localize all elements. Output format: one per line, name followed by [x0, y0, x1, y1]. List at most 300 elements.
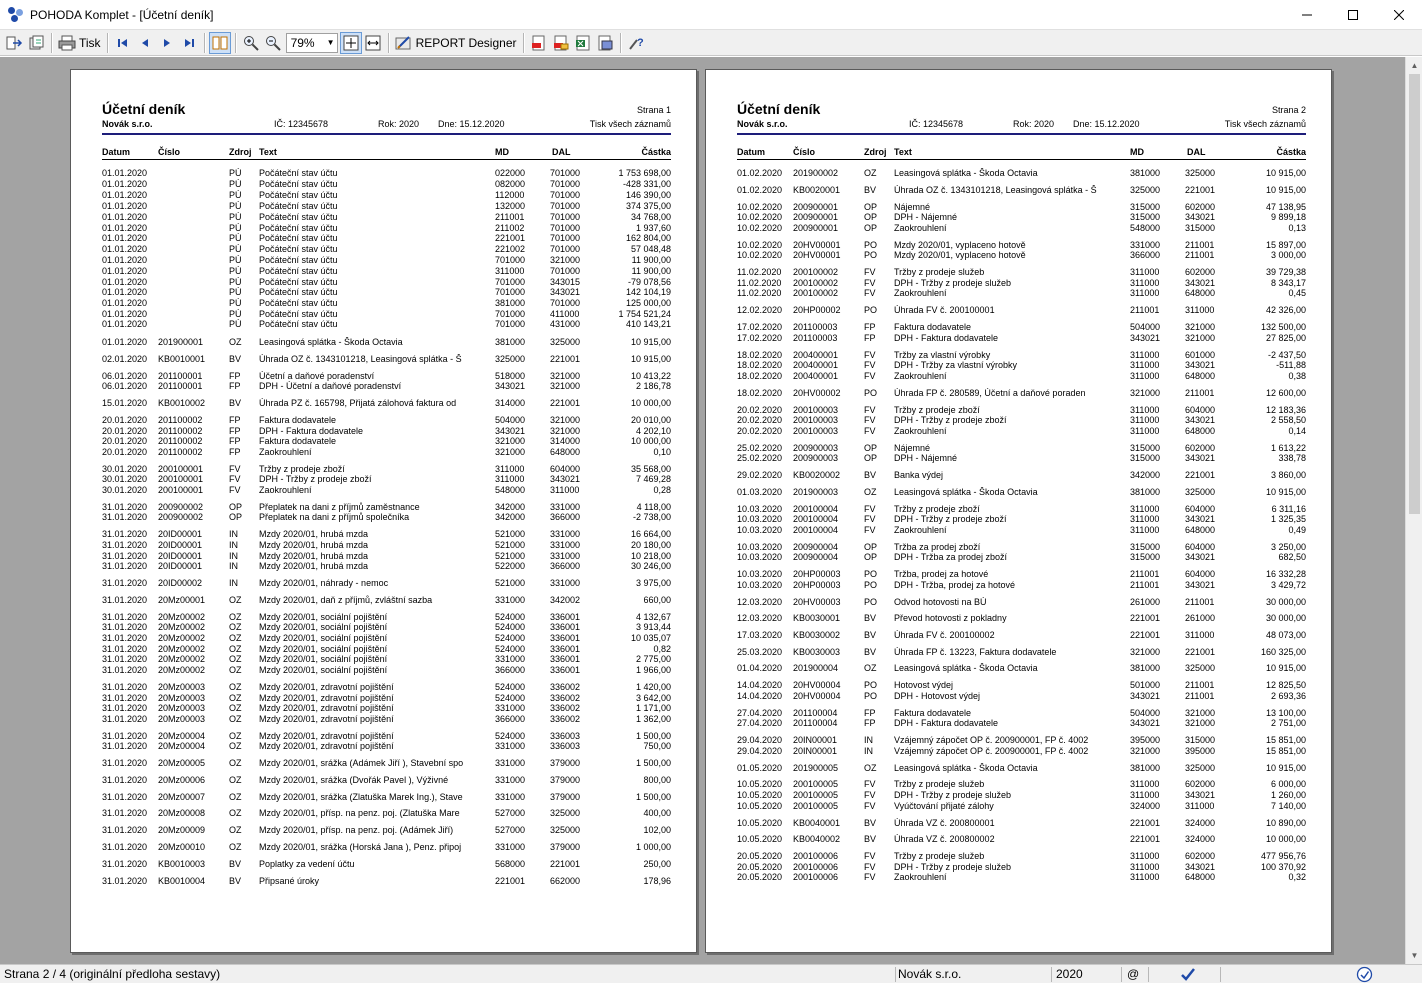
cell-date: 01.01.2020 [102, 223, 148, 233]
toolbar-separator [620, 33, 621, 53]
col-number: Číslo [158, 147, 181, 157]
cell-dal: 343021 [1185, 278, 1216, 288]
cell-text: Banka výdej [894, 470, 944, 480]
cell-text: Úhrada VZ č. 200800002 [894, 834, 995, 844]
last-page-button[interactable] [178, 32, 200, 54]
cell-md: 524000 [495, 622, 526, 632]
cell-amount: 100 370,92 [1260, 862, 1306, 872]
cell-date: 18.02.2020 [737, 371, 783, 381]
cell-text: DPH - Tržby za vlastní výrobky [894, 360, 1018, 370]
cell-amount: 3 975,00 [635, 578, 671, 588]
col-dal: DAL [552, 147, 571, 157]
cell-amount: 4 118,00 [636, 502, 671, 512]
cell-number: 200100005 [793, 790, 839, 800]
report-header-info [102, 119, 671, 133]
cell-date: 31.01.2020 [102, 551, 148, 561]
cell-date: 01.05.2020 [737, 763, 783, 773]
cell-source: FV [864, 278, 876, 288]
cell-source: BV [864, 185, 877, 195]
title-bar [0, 0, 1422, 30]
cell-dal: 314000 [550, 436, 581, 446]
cell-dal: 701000 [550, 168, 581, 178]
cell-amount: -428 331,00 [622, 179, 671, 189]
cell-date: 10.02.2020 [737, 212, 783, 222]
fit-width-button[interactable] [362, 32, 384, 54]
cell-md: 701000 [495, 287, 526, 297]
next-page-button[interactable] [156, 32, 178, 54]
cell-amount: 1 966,00 [635, 665, 671, 675]
cell-dal: 311000 [1185, 305, 1215, 315]
cell-source: PÚ [229, 287, 242, 297]
journal-row [102, 792, 671, 803]
cell-text: Úhrada OZ č. 1343101218, Leasingová splátka - Š [259, 354, 462, 364]
cell-text: Zaokrouhlení [894, 525, 947, 535]
cell-date: 01.01.2020 [102, 179, 148, 189]
cell-number: 20ID00002 [158, 578, 203, 588]
report-preview-area[interactable] [0, 57, 1422, 964]
journal-row [102, 474, 671, 485]
cell-number: KB0020002 [793, 470, 841, 480]
cell-md: 331000 [495, 775, 526, 785]
cell-source: FP [229, 436, 241, 446]
cell-source: OZ [864, 763, 877, 773]
cell-dal: 321000 [1185, 718, 1216, 728]
cell-text: Počáteční stav účtu [259, 255, 338, 265]
cell-number: 20ID00001 [158, 529, 203, 539]
cell-text: DPH - Hotovost výdej [894, 691, 981, 701]
cell-number: 200100001 [158, 464, 204, 474]
cell-dal: 325000 [1185, 168, 1216, 178]
cell-text: Nájemné [894, 202, 931, 212]
cell-md: 381000 [1130, 763, 1161, 773]
cell-dal: 379000 [550, 842, 581, 852]
cell-date: 31.01.2020 [102, 731, 148, 741]
journal-row [102, 665, 671, 676]
cell-dal: 336002 [550, 714, 581, 724]
toolbar-separator [51, 33, 52, 53]
cell-text: Mzdy 2020/01, vyplaceno hotově [894, 240, 1026, 250]
cell-amount: 13 100,00 [1265, 708, 1306, 718]
journal-row [102, 201, 671, 212]
cell-md: 311000 [1130, 350, 1160, 360]
journal-row [102, 808, 671, 819]
exit-preview-button[interactable] [3, 32, 25, 54]
cell-dal: 395000 [1185, 746, 1216, 756]
cell-number: 201100002 [158, 436, 203, 446]
cell-md: 331000 [495, 842, 526, 852]
journal-row [102, 319, 671, 330]
cell-amount: 3 642,00 [635, 693, 671, 703]
cell-date: 10.03.2020 [737, 504, 783, 514]
cell-source: IN [229, 578, 238, 588]
cell-date: 12.03.2020 [737, 613, 783, 623]
cell-number: 200100002 [793, 288, 839, 298]
cell-dal: 411000 [550, 309, 580, 319]
cell-source: PÚ [229, 266, 242, 276]
export-document-button[interactable] [594, 32, 616, 54]
cell-dal: 604000 [1185, 405, 1216, 415]
cell-md: 343021 [1130, 333, 1161, 343]
cell-source: PÚ [229, 244, 242, 254]
cell-date: 11.02.2020 [737, 278, 782, 288]
cell-dal: 336003 [550, 731, 581, 741]
print-button[interactable] [56, 32, 103, 54]
cell-text: DPH - Nájemné [894, 453, 958, 463]
cell-amount: 0,45 [1288, 288, 1306, 298]
cell-md: 325000 [1130, 185, 1161, 195]
cell-number: 200100002 [793, 267, 839, 277]
cell-source: PO [864, 240, 878, 250]
cell-source: FP [864, 718, 876, 728]
cell-number: 20Mz00002 [158, 612, 206, 622]
cell-md: 343021 [495, 381, 526, 391]
cell-md: 311000 [1130, 779, 1160, 789]
cell-amount: 10 915,00 [1265, 487, 1306, 497]
cell-md: 366000 [495, 714, 526, 724]
cell-date: 10.03.2020 [737, 569, 783, 579]
cell-date: 31.01.2020 [102, 540, 148, 550]
cell-date: 10.02.2020 [737, 223, 783, 233]
cell-md: 524000 [495, 693, 526, 703]
cell-number: 200900001 [793, 212, 839, 222]
journal-row [102, 775, 671, 786]
cell-dal: 331000 [550, 578, 581, 588]
cell-text: Leasingová splátka - Škoda Octavia [894, 487, 1038, 497]
cell-number: 200400001 [793, 371, 839, 381]
cell-number: 201100003 [793, 322, 838, 332]
cell-md: 321000 [495, 436, 526, 446]
cell-date: 15.01.2020 [102, 398, 148, 408]
cell-amount: 39 729,38 [1265, 267, 1306, 277]
cell-date: 30.01.2020 [102, 474, 148, 484]
scroll-down-icon[interactable]: ▼ [1410, 951, 1419, 960]
cell-source: FP [864, 708, 876, 718]
zoom-select[interactable] [286, 33, 338, 53]
cell-dal: 343021 [1185, 552, 1216, 562]
cell-text: Mzdy 2020/01, zdravotní pojištění [259, 731, 394, 741]
cell-md: 211001 [495, 212, 525, 222]
cell-source: OP [864, 443, 878, 453]
cell-text: Mzdy 2020/01, sociální pojištění [259, 665, 388, 675]
cell-text: Mzdy 2020/01, sociální pojištění [259, 633, 388, 643]
cell-source: FV [864, 790, 876, 800]
scrollbar-thumb[interactable] [1409, 74, 1420, 514]
cell-date: 01.01.2020 [102, 298, 148, 308]
journal-row [737, 613, 1306, 624]
cell-amount: 1 754 521,24 [618, 309, 671, 319]
cell-dal: 343021 [1185, 360, 1216, 370]
cell-amount: 0,49 [1288, 525, 1306, 535]
cell-number: 200900004 [793, 552, 839, 562]
col-date: Datum [737, 147, 766, 157]
cell-source: BV [864, 613, 877, 623]
cell-amount: 400,00 [643, 808, 671, 818]
cell-amount: 750,00 [643, 741, 671, 751]
report-scope: Tisk všech záznamů [589, 119, 671, 129]
cell-amount: 15 897,00 [1265, 240, 1306, 250]
cell-dal: 331000 [550, 540, 581, 550]
zoom-in-button[interactable] [240, 32, 262, 54]
export-pdf-mail-button[interactable] [550, 32, 572, 54]
cell-source: FV [229, 485, 241, 495]
cell-date: 18.02.2020 [737, 350, 783, 360]
cell-md: 311000 [1130, 790, 1160, 800]
cell-dal: 211001 [1185, 680, 1215, 690]
cell-date: 10.02.2020 [737, 202, 783, 212]
cell-number: 200100004 [793, 504, 839, 514]
cell-date: 01.03.2020 [737, 487, 783, 497]
export-pdf-button[interactable] [528, 32, 550, 54]
cell-amount: 42 326,00 [1265, 305, 1306, 315]
cell-dal: 331000 [550, 529, 581, 539]
cell-source: OP [864, 453, 878, 463]
cell-source: PO [864, 597, 878, 607]
cell-text: Zaokrouhlení [259, 485, 312, 495]
cell-text: DPH - Tržba, prodej za hotové [894, 580, 1016, 590]
export-excel-button[interactable] [572, 32, 594, 54]
cell-date: 10.02.2020 [737, 250, 783, 260]
cell-number: 20ID00001 [158, 540, 203, 550]
cell-text: Tržba, prodej za hotové [894, 569, 989, 579]
cell-md: 211002 [495, 223, 525, 233]
journal-row [737, 487, 1306, 498]
scroll-up-icon[interactable]: ▲ [1410, 61, 1419, 70]
cell-dal: 321000 [550, 371, 581, 381]
cell-amount: 6 311,16 [1271, 504, 1306, 514]
cell-dal: 261000 [1185, 613, 1216, 623]
cell-source: PÚ [229, 179, 242, 189]
cell-text: Faktura dodavatele [894, 708, 972, 718]
cell-text: DPH - Tržby z prodeje služeb [894, 862, 1012, 872]
status-bar [0, 964, 1422, 983]
journal-row [737, 388, 1306, 399]
cell-source: OZ [229, 714, 242, 724]
cell-text: DPH - Tržby z prodeje zboží [894, 415, 1007, 425]
cell-number: 20Mz00006 [158, 775, 206, 785]
cell-amount: 48 073,00 [1265, 630, 1306, 640]
cell-md: 395000 [1130, 735, 1161, 745]
cell-text: Leasingová splátka - Škoda Octavia [894, 168, 1038, 178]
cell-amount: 10 915,00 [1265, 763, 1306, 773]
cell-md: 504000 [495, 415, 526, 425]
cell-md: 315000 [1130, 542, 1161, 552]
cell-dal: 331000 [550, 502, 581, 512]
first-page-button[interactable] [112, 32, 134, 54]
cell-amount: 12 600,00 [1265, 388, 1306, 398]
report-designer-icon [395, 35, 413, 51]
col-amount: Částka [641, 147, 671, 157]
cell-date: 01.02.2020 [737, 185, 783, 195]
cell-source: OZ [229, 682, 242, 692]
minimize-icon[interactable] [1284, 0, 1330, 30]
cell-source: IN [229, 529, 238, 539]
cell-date: 20.05.2020 [737, 872, 783, 882]
cell-dal: 325000 [1185, 487, 1216, 497]
cell-amount: 4 202,10 [635, 426, 671, 436]
cell-text: Mzdy 2020/01, přísp. na penz. poj. (Zlatuška Mare [259, 808, 460, 818]
cell-date: 01.01.2020 [102, 190, 148, 200]
cell-dal: 324000 [1185, 834, 1216, 844]
cell-text: Úhrada FP č. 280589, Účetní a daňové poraden [894, 388, 1086, 398]
cell-amount: 8 343,17 [1270, 278, 1306, 288]
cell-amount: 1 500,00 [635, 792, 671, 802]
cell-number: 200900003 [793, 453, 839, 463]
cell-number: 200100001 [158, 474, 204, 484]
cell-source: OP [864, 542, 878, 552]
cell-dal: 325000 [550, 337, 581, 347]
cell-dal: 211001 [1185, 691, 1215, 701]
cell-md: 311000 [495, 474, 525, 484]
cell-amount: 10 915,00 [630, 337, 671, 347]
cell-md: 366000 [495, 665, 526, 675]
cell-md: 381000 [1130, 487, 1161, 497]
cell-source: OZ [229, 792, 242, 802]
cell-source: BV [229, 859, 242, 869]
report-title: Účetní deník [737, 101, 821, 117]
fit-page-button[interactable] [340, 32, 362, 54]
close-icon[interactable] [1376, 0, 1422, 30]
journal-row [737, 834, 1306, 845]
cell-amount: 6 000,00 [1270, 779, 1306, 789]
cell-source: OZ [864, 168, 877, 178]
help-button[interactable] [625, 32, 647, 54]
cell-text: Mzdy 2020/01, zdravotní pojištění [259, 693, 394, 703]
cell-amount: 20 010,00 [630, 415, 671, 425]
cell-dal: 701000 [550, 201, 581, 211]
report-designer-button[interactable] [393, 32, 519, 54]
cell-md: 701000 [495, 319, 526, 329]
cell-text: Tržby z prodeje zboží [894, 405, 980, 415]
cell-number: 200100003 [793, 426, 839, 436]
vertical-scrollbar[interactable] [1405, 57, 1422, 964]
cell-number: 200100006 [793, 851, 839, 861]
cell-dal: 321000 [550, 381, 581, 391]
cell-md: 311000 [495, 464, 525, 474]
cell-date: 31.01.2020 [102, 825, 148, 835]
cell-number: 20Mz00009 [158, 825, 206, 835]
cell-dal: 321000 [550, 426, 581, 436]
journal-row [102, 233, 671, 244]
cell-dal: 336001 [550, 644, 581, 654]
cell-date: 10.03.2020 [737, 552, 783, 562]
cell-amount: 4 132,67 [635, 612, 671, 622]
cell-amount: 477 956,76 [1260, 851, 1306, 861]
cell-amount: 178,96 [643, 876, 671, 886]
cell-amount: 1 000,00 [635, 842, 671, 852]
col-amount: Částka [1276, 147, 1306, 157]
previous-page-button[interactable] [134, 32, 156, 54]
zoom-out-button[interactable] [262, 32, 284, 54]
cell-source: FV [864, 851, 876, 861]
journal-row [737, 680, 1306, 691]
cell-number: 200400001 [793, 360, 839, 370]
cell-text: Mzdy 2020/01, zdravotní pojištění [259, 682, 394, 692]
cell-date: 31.01.2020 [102, 595, 148, 605]
journal-row [102, 682, 671, 693]
cell-text: Počáteční stav účtu [259, 277, 338, 287]
cell-text: Počáteční stav účtu [259, 190, 338, 200]
cell-text: Mzdy 2020/01, sociální pojištění [259, 622, 388, 632]
cell-number: 20Mz00003 [158, 682, 206, 692]
cell-number: 201900004 [793, 663, 839, 673]
cell-md: 504000 [1130, 322, 1161, 332]
cell-source: BV [864, 470, 877, 480]
cell-text: Mzdy 2020/01, přísp. na penz. poj. (Adámek Jiří) [259, 825, 454, 835]
cell-number: 20Mz00007 [158, 792, 206, 802]
cell-text: Faktura dodavatele [259, 415, 337, 425]
cell-source: FP [864, 333, 876, 343]
cell-number: 201100001 [158, 371, 203, 381]
cell-dal: 648000 [1185, 288, 1216, 298]
cell-text: Mzdy 2020/01, hrubá mzda [259, 529, 369, 539]
cell-dal: 331000 [550, 551, 581, 561]
cell-source: OZ [229, 622, 242, 632]
cell-dal: 321000 [1185, 322, 1216, 332]
cell-amount: 9 899,18 [1270, 212, 1306, 222]
cell-dal: 701000 [550, 190, 581, 200]
chevron-down-icon[interactable]: ▼ [326, 38, 335, 47]
cell-md: 311000 [1130, 278, 1160, 288]
journal-row [737, 691, 1306, 702]
report-page [70, 69, 697, 953]
cell-amount: 34 768,00 [630, 212, 671, 222]
cell-text: Tržby z prodeje služeb [894, 851, 985, 861]
cell-number: 200100003 [793, 405, 839, 415]
cell-text: Úhrada OZ č. 1343101218, Leasingová splátka - Š [894, 185, 1097, 195]
cell-md: 315000 [1130, 212, 1161, 222]
cell-date: 10.03.2020 [737, 525, 783, 535]
cell-dal: 662000 [550, 876, 581, 886]
cell-source: FV [229, 474, 241, 484]
cell-md: 211001 [1130, 569, 1160, 579]
two-pages-view-button[interactable] [209, 32, 231, 54]
cell-text: Počáteční stav účtu [259, 212, 338, 222]
cell-text: Zaokrouhlení [894, 426, 947, 436]
cell-dal: 325000 [1185, 763, 1216, 773]
cell-source: PÚ [229, 277, 242, 287]
cell-source: IN [229, 561, 238, 571]
cell-date: 31.01.2020 [102, 665, 148, 675]
columns-rule [102, 159, 671, 160]
cell-amount: 2 751,00 [1270, 718, 1306, 728]
maximize-icon[interactable] [1330, 0, 1376, 30]
cell-md: 311000 [1130, 267, 1160, 277]
cell-text: Mzdy 2020/01, srážka (Dvořák Pavel ), Výživné [259, 775, 449, 785]
col-source: Zdroj [864, 147, 887, 157]
cell-text: Připsané úroky [259, 876, 320, 886]
company-name: Novák s.r.o. [102, 119, 153, 129]
print-label: Tisk [79, 35, 101, 50]
journal-row [102, 633, 671, 644]
cell-amount: 30 000,00 [1265, 597, 1306, 607]
export-button[interactable] [25, 32, 47, 54]
svg-text:?: ? [636, 36, 644, 49]
cell-text: Mzdy 2020/01, náhrady - nemoc [259, 578, 389, 588]
cell-amount: 30 000,00 [1265, 613, 1306, 623]
cell-dal: 325000 [550, 808, 581, 818]
journal-row [102, 447, 671, 458]
cell-dal: 311000 [1185, 801, 1215, 811]
cell-text: Účetní a daňové poradenství [259, 371, 375, 381]
cell-source: BV [864, 818, 877, 828]
cell-amount: 10 218,00 [630, 551, 671, 561]
cell-date: 31.01.2020 [102, 612, 148, 622]
cell-source: BV [229, 398, 242, 408]
cell-source: FV [864, 405, 876, 415]
cell-number: 201100003 [793, 333, 838, 343]
cell-text: Počáteční stav účtu [259, 179, 338, 189]
cell-number: 200900003 [793, 443, 839, 453]
